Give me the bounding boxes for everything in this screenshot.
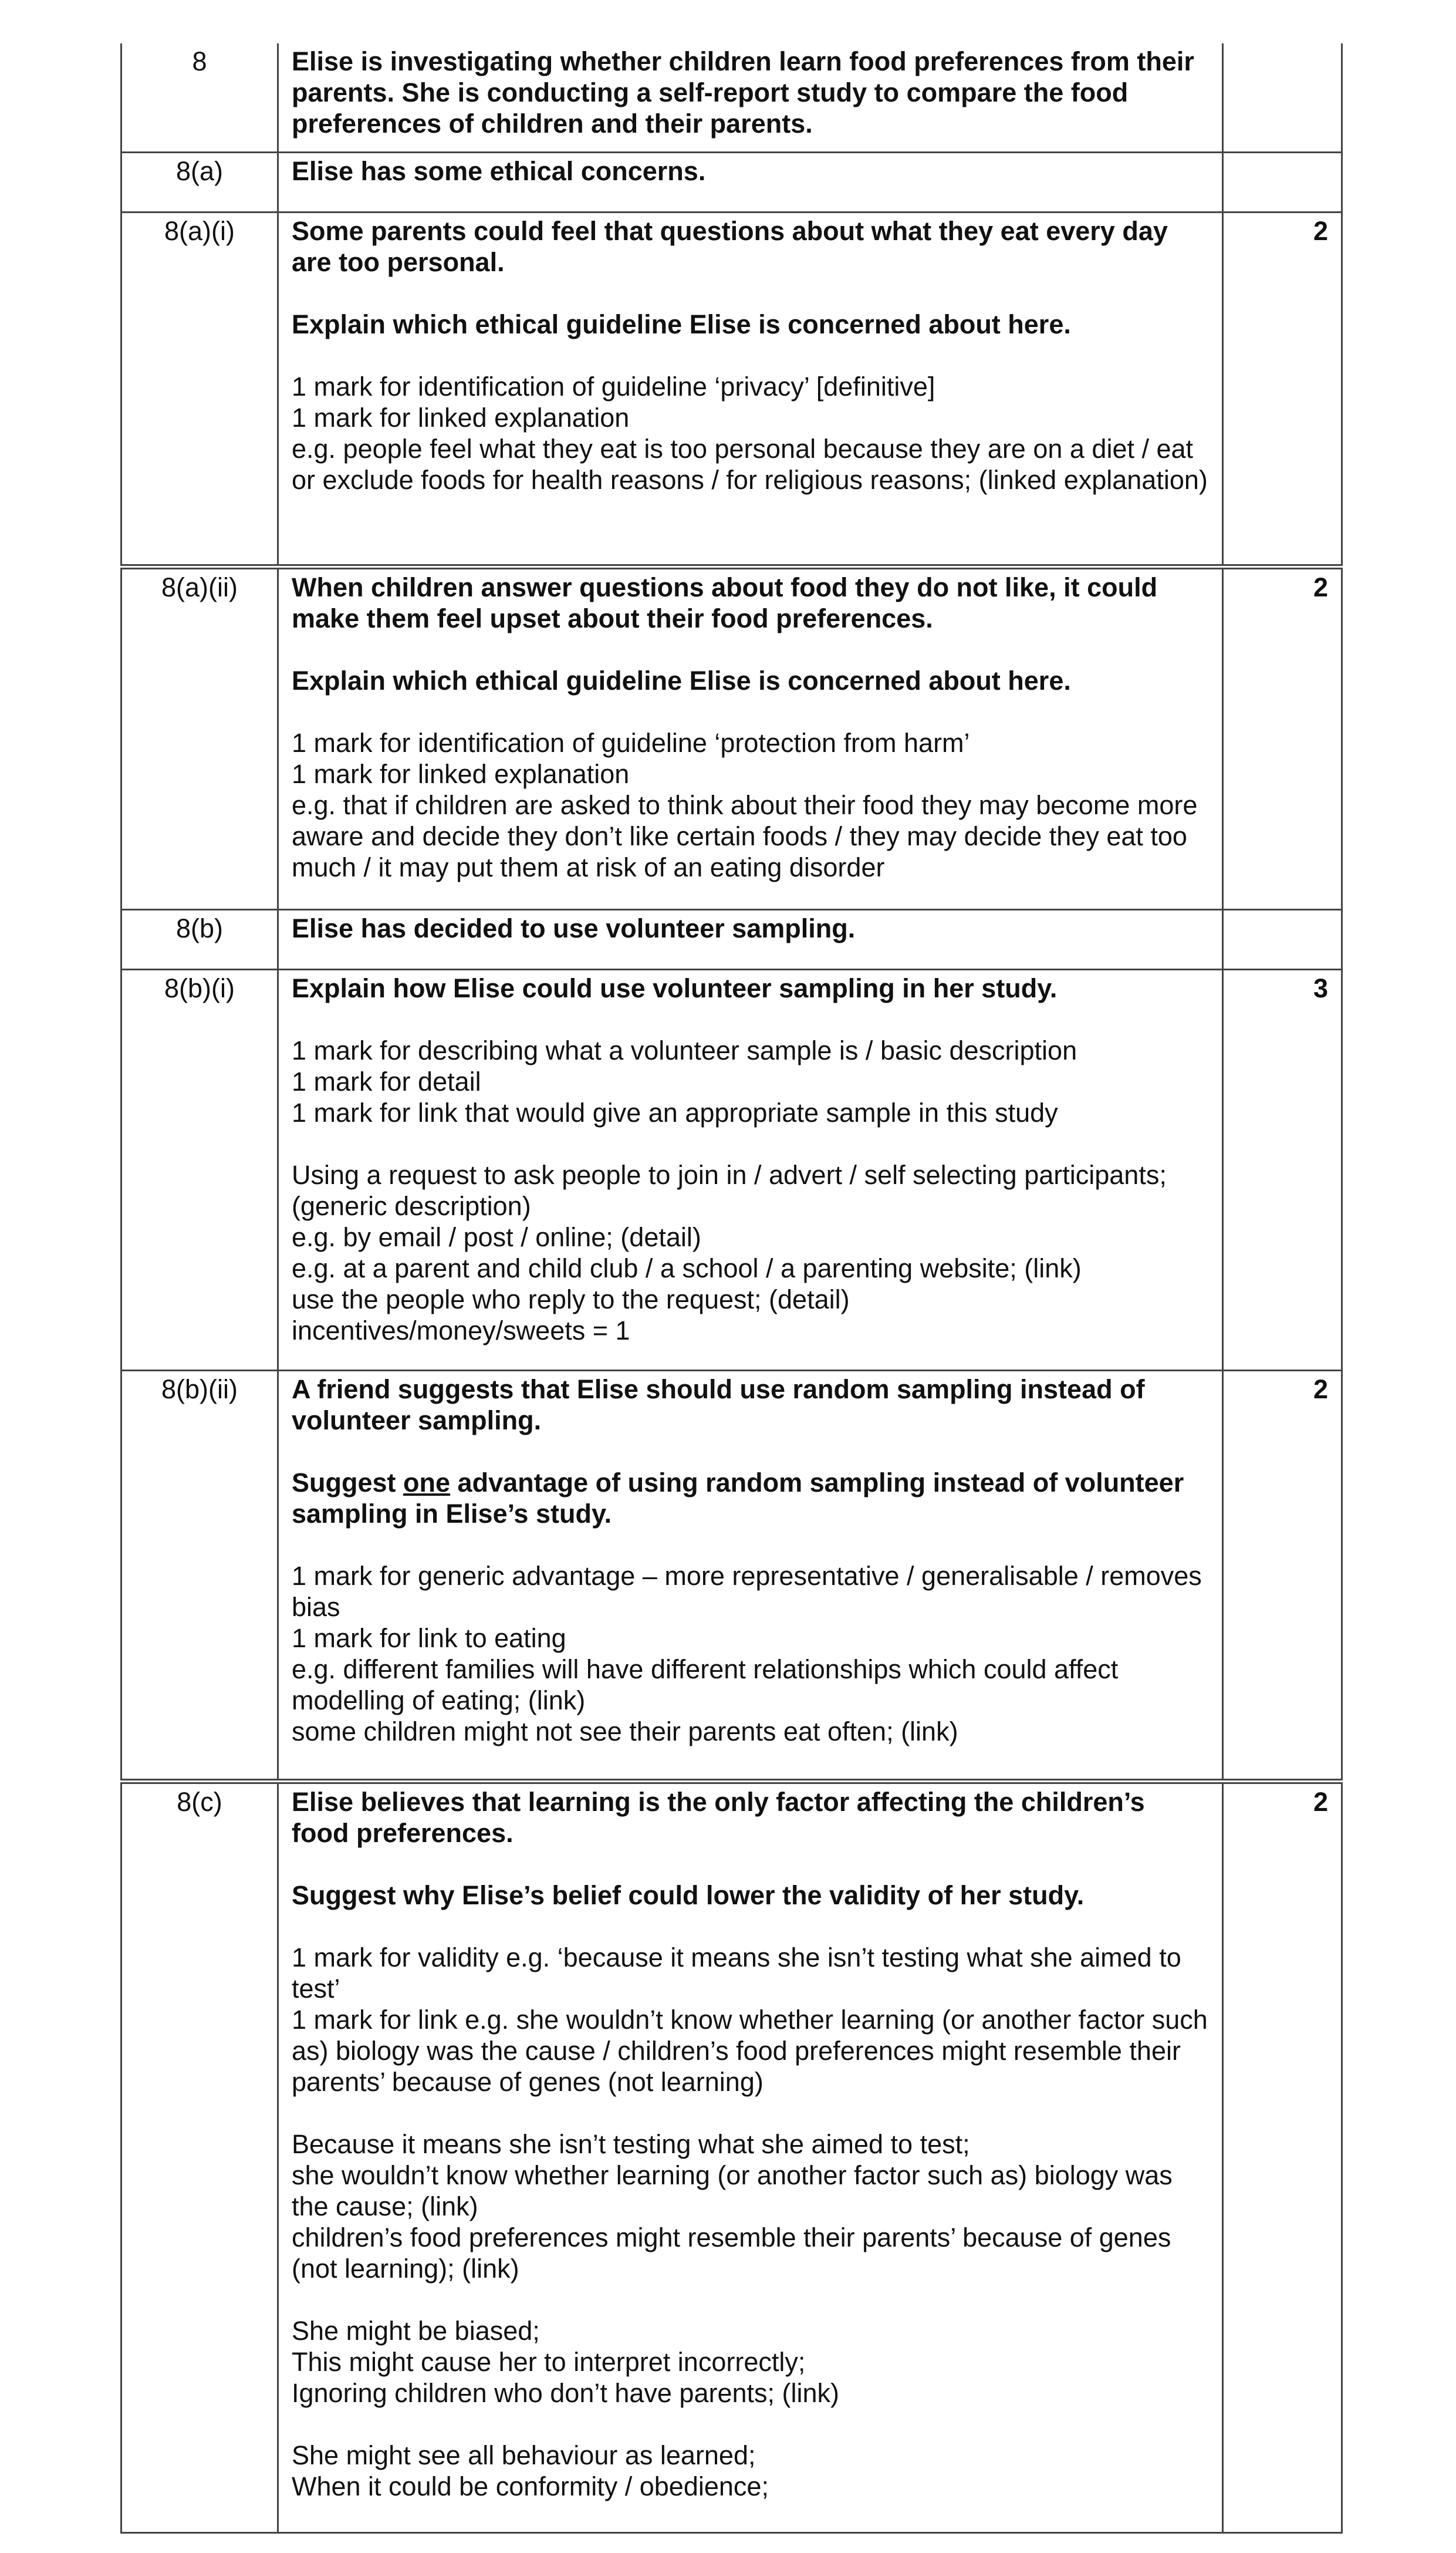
question-prompt: Suggest why Elise’s belief could lower the validity of her study.	[292, 1880, 1085, 1910]
marks-cell	[1223, 909, 1342, 969]
question-cell	[278, 43, 1223, 152]
question-number: 8(c)	[121, 1781, 278, 2532]
guidance-line: 1 mark for describing what a volunteer sample is / basic description	[292, 1035, 1077, 1065]
question-stem: Elise has some ethical concerns.	[292, 156, 706, 186]
question-cell	[278, 212, 1223, 566]
question-row-8b	[121, 909, 1342, 969]
question-number: 8(a)(ii)	[121, 566, 278, 909]
question-stem: A friend suggests that Elise should use random sampling instead of volunteer sampling.	[292, 1374, 1145, 1435]
answer-line: Ignoring children who don’t have parents; (link)	[292, 2377, 840, 2408]
answer-line: e.g. by email / post / online; (detail)	[292, 1222, 701, 1252]
question-row-8ai	[121, 212, 1342, 566]
marks-cell: 2	[1223, 212, 1342, 566]
question-prompt: Explain how Elise could use volunteer sampling in her study.	[292, 973, 1058, 1003]
answer-line: use the people who reply to the request; (detail)	[292, 1284, 850, 1314]
guidance-line: 1 mark for generic advantage – more representative / generalisable / removes bias	[292, 1560, 1202, 1622]
question-cell	[278, 909, 1223, 969]
marks-cell: 3	[1223, 969, 1342, 1370]
question-prompt: Explain which ethical guideline Elise is concerned about here.	[292, 665, 1071, 696]
guidance-line: some children might not see their parents eat often; (link)	[292, 1716, 958, 1746]
question-cell	[278, 152, 1223, 212]
guidance-line: 1 mark for link that would give an appropriate sample in this study	[292, 1097, 1058, 1128]
answer-line: incentives/money/sweets = 1	[292, 1315, 630, 1345]
question-prompt: Explain which ethical guideline Elise is concerned about here.	[292, 309, 1071, 339]
guidance-line: 1 mark for identification of guideline ‘protection from harm’	[292, 727, 970, 758]
answer-line: children’s food preferences might resemble their parents’ because of genes (not learning); (link)	[292, 2222, 1171, 2284]
question-stem: When children answer questions about food they do not like, it could make them feel upset about their food preferences.	[292, 572, 1158, 633]
guidance-line: 1 mark for link e.g. she wouldn’t know whether learning (or another factor such as) biology was the cause / children’s food preferences might resemble their parents’ because of genes (not learning)	[292, 2004, 1208, 2097]
marks-cell: 2	[1223, 1781, 1342, 2532]
question-stem: Elise is investigating whether children learn food preferences from their parents. She is conducting a self-report study to compare the food preferences of children and their parents.	[292, 46, 1194, 139]
guidance-line: 1 mark for identification of guideline ‘privacy’ [definitive]	[292, 371, 935, 402]
answer-line: When it could be conformity / obedience;	[292, 2471, 769, 2501]
question-stem: Elise has decided to use volunteer sampling.	[292, 913, 856, 943]
answer-line: This might cause her to interpret incorrectly;	[292, 2346, 806, 2377]
marks-cell	[1223, 152, 1342, 212]
question-cell	[278, 566, 1223, 909]
question-row-8aii	[121, 566, 1342, 909]
question-row-8a	[121, 152, 1342, 212]
answer-line: Because it means she isn’t testing what she aimed to test;	[292, 2129, 970, 2159]
marks-cell: 2	[1223, 566, 1342, 909]
guidance-line: 1 mark for validity e.g. ‘because it means she isn’t testing what she aimed to test’	[292, 1942, 1181, 2004]
question-cell	[278, 1370, 1223, 1781]
question-row-8bi	[121, 969, 1342, 1370]
question-prompt: Suggest one advantage of using random sampling instead of volunteer sampling in Elise’s study.	[292, 1467, 1184, 1529]
question-number: 8(b)	[121, 909, 278, 969]
answer-line: She might be biased;	[292, 2315, 540, 2346]
question-number: 8(a)	[121, 152, 278, 212]
question-stem: Elise believes that learning is the only factor affecting the children’s food preferences.	[292, 1786, 1145, 1848]
answer-line: e.g. at a parent and child club / a school / a parenting website; (link)	[292, 1253, 1082, 1283]
guidance-line: e.g. people feel what they eat is too personal because they are on a diet / eat or exclude foods for health reasons / for religious reasons; (linked explanation)	[292, 433, 1208, 495]
question-row-8c	[121, 1781, 1342, 2532]
marks-cell: 2	[1223, 1370, 1342, 1781]
question-row-8bii	[121, 1370, 1342, 1781]
question-row-8	[121, 43, 1342, 152]
guidance-line: 1 mark for detail	[292, 1066, 481, 1097]
question-cell	[278, 1781, 1223, 2532]
question-number: 8(b)(ii)	[121, 1370, 278, 1781]
answer-line: She might see all behaviour as learned;	[292, 2440, 756, 2470]
question-stem: Some parents could feel that questions about what they eat every day are too personal.	[292, 215, 1168, 277]
question-number: 8(a)(i)	[121, 212, 278, 566]
guidance-line: e.g. that if children are asked to think about their food they may become more aware and decide they don’t like certain foods / they may decide they eat too much / it may put them at risk of an eating disorder	[292, 790, 1198, 882]
guidance-line: 1 mark for link to eating	[292, 1623, 566, 1653]
emphasis-one: one	[403, 1467, 451, 1498]
guidance-line: e.g. different families will have different relationships which could affect modelling of eating; (link)	[292, 1654, 1119, 1715]
question-number: 8(b)(i)	[121, 969, 278, 1370]
marks-cell	[1223, 43, 1342, 152]
question-number: 8	[121, 43, 278, 152]
guidance-line: 1 mark for linked explanation	[292, 402, 630, 433]
mark-scheme-table	[120, 43, 1343, 2534]
guidance-line: 1 mark for linked explanation	[292, 758, 630, 789]
question-cell	[278, 969, 1223, 1370]
answer-line: she wouldn’t know whether learning (or another factor such as) biology was the cause; (link)	[292, 2160, 1173, 2221]
answer-line: Using a request to ask people to join in / advert / self selecting participants; (generic description)	[292, 1159, 1167, 1221]
